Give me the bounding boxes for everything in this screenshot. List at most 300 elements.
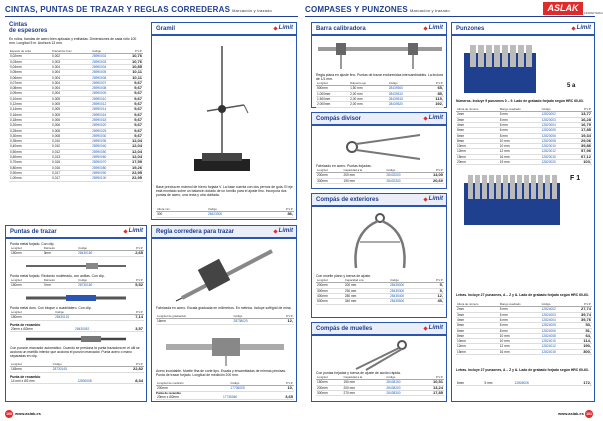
price-cell: 12, [424, 294, 444, 299]
table-cell: 6 mm [499, 323, 541, 328]
table-cell: 6mm [456, 133, 499, 138]
price-cell: 12,04 [121, 139, 143, 144]
price-cell: 16,28 [570, 117, 592, 122]
table-cell: 280 mm [344, 294, 389, 299]
gramil-panel [151, 22, 297, 220]
table-cell: 12mm [456, 344, 499, 349]
puntas-desc-3: Punta metal duro. Con bloque o cuadrilátero. Con clip. [10, 306, 92, 310]
regla-table-2b [156, 395, 294, 400]
price-cell: 20,60 [419, 178, 444, 183]
table-cell: 0,16mm [9, 112, 51, 117]
table-cell: 0,013 [51, 155, 91, 160]
table-row [9, 176, 143, 181]
code-cell: 28990090 [91, 170, 121, 175]
table-cell: 0,008 [51, 133, 91, 138]
puntas-table-4b [10, 379, 144, 384]
price-cell: 8,34 [119, 379, 144, 384]
table-cell: 2,00 mm [349, 91, 388, 96]
table-row [456, 381, 592, 386]
price-cell: 22,95 [121, 176, 143, 181]
table-cell: 6mm [456, 381, 483, 386]
table-cell: 4mm [456, 318, 499, 323]
right-header-title: COMPASES Y PUNZONES Marcación y trazado [305, 5, 450, 14]
table-cell: 0,02mm [9, 54, 51, 59]
table-row [316, 102, 444, 107]
punzones-box-image-1 [460, 43, 540, 97]
price-cell: 192, [423, 102, 444, 107]
table-cell: 1.500mm [316, 97, 349, 102]
price-cell: 12,04 [121, 155, 143, 160]
punzones-box-image-2 [460, 173, 564, 229]
price-cell: 9,67 [121, 96, 143, 101]
table-cell: 2,00 mm [349, 97, 388, 102]
price-cell: 3,65 [267, 395, 294, 400]
code-cell: 28439515 [388, 97, 423, 102]
table-cell: 15mm [456, 349, 499, 354]
table-cell: 5 mm [499, 307, 541, 312]
code-cell: 28990060 [91, 155, 121, 160]
code-cell: 12824005 [541, 323, 570, 328]
left-page-header [5, 4, 298, 17]
price-cell: 10,85 [121, 65, 143, 70]
regla-image-2 [162, 330, 288, 368]
table-cell: 0,20mm [9, 123, 51, 128]
table-cell: 20mm x Ø2mm [156, 395, 222, 400]
price-cell: 67,12 [570, 154, 592, 159]
table-cell: 0,010 [51, 139, 91, 144]
table-cell: 0,005 [51, 107, 91, 112]
price-cell: 39,76 [570, 318, 592, 323]
table-row [156, 319, 294, 324]
price-cell: 5, [424, 283, 444, 288]
code-cell: 28990012 [91, 102, 121, 107]
code-cell: 12820008 [541, 138, 570, 143]
table-cell: 0,017 [51, 176, 91, 181]
code-cell: 28990070 [91, 160, 121, 165]
table-cell: 2.000mm [316, 102, 349, 107]
table-cell: 20mm x Ø2mm [10, 327, 74, 332]
table-cell: 16 mm [499, 349, 541, 354]
muelles-description: Con puntas forjadas y tuerca de ajuste de acción rápida. [316, 371, 401, 375]
table-cell: 0,60mm [9, 155, 51, 160]
scriber-image-1 [26, 262, 126, 270]
price-cell: 2,65 [119, 251, 144, 256]
table-cell: 5 mm [483, 381, 513, 386]
price-cell: 65, [423, 86, 444, 91]
code-cell: 28439520 [388, 102, 423, 107]
punzones-table-3 [456, 381, 592, 386]
barra-image [316, 41, 444, 71]
table-cell: 0,05mm [9, 70, 51, 75]
regla-table-2: Longitud de medición Código P.V.P. 200mm 17736005 10, [157, 381, 293, 391]
price-cell: 10,51 [419, 380, 444, 385]
table-cell: 10 mm [499, 138, 541, 143]
code-cell: 28432000 [385, 173, 419, 178]
table-cell: 150mm [316, 380, 342, 385]
table-cell: 0,004 [51, 70, 91, 75]
table-cell: 0,08mm [9, 86, 51, 91]
cintas-table: Espesor de cinta Tolerancia ±mm Código P.V.P. 0,02mm 0,002 28990002 10,76 0,03mm 0,003 28990003 10,76 0,04mm 0,004 28990004 10,85 0,05mm 0,004 28990005 10,11 0,06mm 0,004 28990006 10,11 0,07mm 0,004 28990007 9,67 0,08mm 0,004 28990008 9,67 0,09mm 0,004 28990009 9,67 0,10mm 0,005 28990010 9,67 0,12mm 0,005 28990012 9,67 0,14mm 0,005 28990014 9,67 0,16mm 0,005 28990016 9,67 0,18mm 0,006 28990018 9,67 0,20mm 0,006 28990020 9,67 0,25mm 0,008 28990025 9,67 0,30mm 0,008 28990030 9,67 0,35mm 0,010 28990035 12,04 0,40mm 0,010 28990040 12,04 0,50mm 0,012 28990050 12,04 0,60mm 0,013 28990060 12,04 0,70mm 0,016 28990070 17,59 0,80mm 0,016 28990080 19,26 0,90mm 0,017 28990090 22,95 1,00mm 0,017 28990100 22,95 [10, 49, 142, 181]
table-row [456, 349, 592, 354]
regla-desc-1: Fabricada en acero. Escala graduada en milímetros. En métrica. Incluye soft/grid de mina. [156, 306, 292, 310]
table-cell: 0,006 [51, 123, 91, 128]
price-cell: 22,95 [121, 170, 143, 175]
code-cell: 28738020 [232, 319, 272, 324]
table-cell: 0,008 [51, 128, 91, 133]
price-cell: 39,74 [570, 312, 592, 317]
muelles-panel [311, 322, 447, 402]
price-cell: 5, [424, 288, 444, 293]
table-cell: 8mm [456, 333, 499, 338]
code-cell: 12824002 [541, 307, 570, 312]
code-cell: 28990003 [91, 59, 121, 64]
table-cell: 0,40mm [9, 144, 51, 149]
code-cell: 12824006 [541, 328, 570, 333]
table-cell: 0,005 [51, 102, 91, 107]
table-cell: 300 [156, 212, 207, 217]
code-cell: 12830008 [76, 379, 118, 384]
punzones-label-letters: F 1 [570, 175, 581, 182]
puntas-recambio-1: Punta de recambio [10, 323, 41, 327]
price-cell: 16,79 [570, 123, 592, 128]
table-cell: 12 mm [499, 149, 541, 154]
footer-url-left[interactable]: www.aslak.es [15, 411, 41, 417]
table-cell: 8mm [456, 138, 499, 143]
table-cell: 3mm [43, 251, 77, 256]
table-cell: 0,006 [51, 117, 91, 122]
code-cell: 28435400 [389, 294, 424, 299]
table-row [10, 251, 144, 256]
regla-recambio: Punta de recambio [156, 391, 182, 395]
table-cell: 16mm [156, 319, 232, 324]
price-cell: 9,67 [121, 128, 143, 133]
barra-description: Regla plana en ajuste fino. Puntas de trazar endurecidas intercambiables. La lectura de 1/1 mm. [316, 73, 443, 82]
price-cell: 10,11 [121, 75, 143, 80]
code-cell: 12820002 [541, 112, 570, 117]
price-cell: 13,77 [570, 112, 592, 117]
table-row [316, 299, 444, 304]
right-footer [558, 410, 595, 418]
table-cell: 8 mm [499, 133, 541, 138]
table-cell: 0,80mm [9, 165, 51, 170]
table-cell: 6 mm [499, 128, 541, 133]
price-cell: 10,76 [121, 59, 143, 64]
table-row [10, 283, 144, 288]
code-cell: 12824010 [541, 339, 570, 344]
limit-logo: Limit [278, 25, 293, 31]
right-page-header [305, 3, 603, 17]
scriber-image-2 [26, 294, 126, 302]
table-cell: 6mm [456, 328, 499, 333]
price-cell: 22,82 [105, 367, 144, 372]
code-cell: 28438200 [385, 385, 419, 390]
table-cell: 1,00mm [9, 176, 51, 181]
regla-image-1 [162, 243, 288, 303]
table-cell: 10 mm [499, 339, 541, 344]
divisor-title: Compás divisor Limit [312, 113, 446, 126]
price-cell: 64, [570, 333, 592, 338]
code-cell: 28990016 [91, 112, 121, 117]
footer-url-right[interactable]: www.aslak.es [558, 411, 584, 417]
code-cell: 12824015 [541, 349, 570, 354]
table-cell: 300mm [316, 178, 342, 183]
regla-title: Regla corredera para trazar Limit [152, 226, 296, 239]
code-cell: 12820004 [541, 123, 570, 128]
puntas-desc-2: Punta metal forjado. Redondo moleteado, con anillas. Con clip. [10, 274, 105, 278]
price-cell: 14,00 [419, 173, 444, 178]
left-footer [5, 410, 41, 418]
table-cell: 15mm [456, 154, 499, 159]
puntas-table-4: Longitud Código P.V.P. 145mm 28730145 22,82 [11, 362, 143, 372]
code-cell: 12824012 [541, 344, 570, 349]
table-cell: 10 mm [499, 144, 541, 149]
price-cell: 13,24 [419, 385, 444, 390]
gramil-image [182, 41, 262, 181]
price-cell: 17,85 [419, 391, 444, 396]
table-cell: 200mm [156, 386, 229, 391]
code-cell: 28990014 [91, 107, 121, 112]
table-cell: 20mm [456, 160, 499, 165]
price-cell: 9,67 [121, 107, 143, 112]
left-header-title: CINTAS, PUNTAS DE TRAZAR Y REGLAS CORREDERAS Marcación y trazado [5, 5, 272, 14]
table-cell: 150mm [10, 315, 54, 320]
price-cell: 9,67 [121, 133, 143, 138]
table-cell: 6 mm [499, 123, 541, 128]
puntas-table-2: Longitud Diámetro Código P.V.P. 150mm 7mm 28730150 5,52 [11, 278, 143, 288]
code-cell: 28990004 [91, 65, 121, 70]
price-cell: 12,04 [121, 149, 143, 154]
price-cell: 86, [263, 212, 294, 217]
puntas-table-3: Longitud Código P.V.P. 150mm 28430151 7,14 [11, 310, 143, 320]
table-cell: 150 mm [342, 380, 385, 385]
code-cell: 28435000 [389, 283, 424, 288]
code-cell: 28438300 [385, 391, 419, 396]
muelles-title: Compás de muelles Limit [312, 323, 446, 336]
price-cell: 57,96 [570, 149, 592, 154]
price-cell: 103, [570, 160, 592, 165]
punzones-desc-3: Letras. Incluye 27 punzones, A – Z y &. Lado de grabado forjado según HRC 60-63. [456, 368, 589, 372]
code-cell: 12820006 [541, 133, 570, 138]
code-cell: 28990009 [91, 91, 121, 96]
table-row [316, 178, 444, 183]
table-row [10, 379, 144, 384]
cintas-description: En rollos, bandas de acero bien aplicado y enfriadas. Dimensiones de cada rollo 100 mm. Longitud 5 m. Anchura 13 mm. [9, 37, 137, 46]
code-cell: 28990035 [91, 139, 121, 144]
table-cell: 12 mm [499, 344, 541, 349]
table-cell: 8 mm [499, 328, 541, 333]
table-cell: 10mm [456, 339, 499, 344]
table-cell: 500mm [316, 86, 349, 91]
table-cell: 150mm [10, 283, 43, 288]
table-cell: 2mm [456, 307, 499, 312]
table-cell: 5mm [456, 128, 499, 133]
price-cell: 27,74 [570, 307, 592, 312]
price-cell: 300, [570, 349, 592, 354]
table-cell: 400mm [316, 294, 344, 299]
table-cell: 14 mm x Ø2 mm [10, 379, 76, 384]
gramil-title: Gramil Limit [152, 23, 296, 36]
puntas-panel [5, 225, 147, 402]
table-cell: 190 mm [342, 178, 385, 183]
table-cell: 16 mm [499, 154, 541, 159]
price-cell: 114, [570, 339, 592, 344]
table-cell: 2mm [456, 112, 499, 117]
code-cell: 12820020 [541, 160, 570, 165]
page-number-left: 100 [6, 412, 12, 416]
code-cell: 17736005 [229, 386, 271, 391]
price-cell: 17,59 [121, 160, 143, 165]
exteriores-description: Con muelle plano y tuerca de ajuste. [316, 274, 372, 278]
divisor-description: Fabricado en acero. Puntas forjadas. [316, 164, 372, 168]
table-cell: 0,90mm [9, 170, 51, 175]
punzones-panel [451, 22, 595, 402]
price-cell: 45, [424, 299, 444, 304]
code-cell: 28435500 [389, 299, 424, 304]
price-cell: 10,11 [121, 70, 143, 75]
table-cell: 0,002 [51, 54, 91, 59]
price-cell: 115, [423, 97, 444, 102]
table-cell: 0,005 [51, 112, 91, 117]
puntas-table-1: Longitud Diámetro Código P.V.P. 150mm 3mm 28430150 2,65 [11, 246, 143, 256]
table-cell: 0,010 [51, 144, 91, 149]
price-cell: 85, [423, 91, 444, 96]
punzones-label-numbers: 5 a [567, 83, 576, 89]
table-row [156, 212, 294, 217]
code-cell: 28990100 [91, 176, 121, 181]
code-cell: 28990040 [91, 144, 121, 149]
regla-panel [151, 225, 297, 402]
gramil-table: Altura mm Código P.V.P. 300 28423000 86, [157, 207, 293, 217]
code-cell: 28990018 [91, 117, 121, 122]
code-cell: 28990025 [91, 128, 121, 133]
exteriores-image [342, 212, 418, 270]
code-cell: 12820010 [541, 144, 570, 149]
price-cell: 17,85 [570, 128, 592, 133]
table-cell: 0,003 [51, 59, 91, 64]
table-row [10, 367, 144, 372]
table-cell: 300mm [316, 391, 342, 396]
table-cell: 0,14mm [9, 107, 51, 112]
code-cell: 28730150 [77, 283, 119, 288]
code-cell: 28990050 [91, 149, 121, 154]
code-cell: 28439510 [388, 91, 423, 96]
code-cell: 28730145 [52, 367, 105, 372]
page-number-right: 101 [586, 412, 592, 416]
punzones-title: Punzones Limit [452, 23, 594, 36]
price-cell: 9,67 [121, 80, 143, 85]
table-cell: 0,004 [51, 91, 91, 96]
divisor-table: Longitud Capacidad a la Código P.V.P. 200mm 200 mm 28432000 14,00 300mm 190 mm 28432300 20,60 [317, 168, 443, 183]
table-cell: 6 mm [499, 318, 541, 323]
price-cell: 12,04 [121, 144, 143, 149]
table-cell: 0,016 [51, 165, 91, 170]
price-cell: 9,67 [121, 91, 143, 96]
code-cell: 12824008 [541, 333, 570, 338]
puntas-title: Puntas de trazar Limit [6, 226, 146, 239]
table-row [156, 395, 294, 400]
code-cell: 12824003 [541, 312, 570, 317]
code-cell: 28438150 [385, 380, 419, 385]
table-cell: 4mm [456, 123, 499, 128]
divisor-image [342, 131, 422, 163]
table-cell: 200mm [316, 173, 342, 178]
code-cell: 28990010 [91, 96, 121, 101]
punzones-desc-1: Números. Incluye 9 punzones 0 – 9. Lado de grabado forjado según HRC 60-63. [456, 99, 584, 103]
price-cell: 51, [570, 328, 592, 333]
table-cell: 1,50 mm [349, 86, 388, 91]
table-cell: 0,18mm [9, 117, 51, 122]
table-row [10, 327, 144, 332]
price-cell: 10, [271, 386, 294, 391]
table-cell: 0,017 [51, 170, 91, 175]
table-cell: 7mm [43, 283, 77, 288]
table-cell: 5 mm [499, 312, 541, 317]
table-cell: 200 mm [344, 283, 389, 288]
table-cell: 500mm [316, 299, 344, 304]
table-cell: 0,004 [51, 86, 91, 91]
table-cell: 0,25mm [9, 128, 51, 133]
code-cell: 28990006 [91, 75, 121, 80]
price-cell: 53, [570, 323, 592, 328]
price-cell: 19,26 [121, 165, 143, 170]
divisor-panel [311, 112, 447, 189]
regla-desc-2: Acero inoxidable. Muelle fina de corte tipo. Escala y ensambladas de mirmas precisas. Punta de trazar forjado. Longitud de medición 200 mm. [156, 369, 287, 378]
code-cell: 17736060 [222, 395, 267, 400]
table-cell: 5 mm [499, 117, 541, 122]
price-cell: 9,67 [121, 86, 143, 91]
table-cell: 10mm [456, 144, 499, 149]
code-cell: 28432300 [385, 178, 419, 183]
code-cell: 28435300 [389, 288, 424, 293]
code-cell: 28990008 [91, 86, 121, 91]
price-cell: 9,67 [121, 102, 143, 107]
table-cell: 270 mm [342, 391, 385, 396]
table-cell: 0,004 [51, 75, 91, 80]
barra-title: Barra calibradora Limit [312, 23, 446, 36]
table-cell: 0,004 [51, 80, 91, 85]
table-cell: 5 mm [499, 112, 541, 117]
table-cell: 0,50mm [9, 149, 51, 154]
table-cell: 19 mm [499, 160, 541, 165]
aslak-logo: ASLAK FERRETERIA [543, 2, 595, 16]
puntas-desc-4: Con punzón marcador automático. Cuando se presiona la punta trazadora en el útil se acciona un martillo interior que acciona el punzón marcador. Punta acero o mano separadas en clip. [10, 346, 140, 359]
code-cell: 28990005 [91, 70, 121, 75]
table-cell: 200 mm [342, 385, 385, 390]
muelles-table: Longitud Capacidad a la Código P.V.P. 150mm 150 mm 28438150 10,51 200mm 200 mm 28438200 13,24 300mm 270 mm 28438300 17,85 [317, 375, 443, 395]
table-cell: 145mm [10, 367, 52, 372]
code-cell: 28439500 [388, 86, 423, 91]
price-cell: 29,06 [570, 138, 592, 143]
table-cell: 2,00 mm [349, 102, 388, 107]
puntas-recambio-2: Punta de recambio [10, 375, 41, 379]
code-cell: 12820012 [541, 149, 570, 154]
table-cell: 0,04mm [9, 65, 51, 70]
cintas-panel [5, 22, 147, 220]
code-cell: 28423000 [207, 212, 263, 217]
price-cell: 172, [562, 381, 592, 386]
price-cell: 3,57 [118, 327, 144, 332]
muelles-image [352, 339, 412, 371]
code-cell: 28430052 [74, 327, 118, 332]
table-cell: 3mm [456, 117, 499, 122]
table-cell: 300mm [316, 288, 344, 293]
table-cell: 3mm [456, 312, 499, 317]
code-cell: 12824004 [541, 318, 570, 323]
gramil-description: Base precisa en mármol de hierro forjada V. La base cuenta con dos pernos de guía. El eje está montado sobre un balancín dotado de un tornillo para el ajuste fino. Incorpora dos puntas de acero, una recta y otra doblada. [156, 185, 293, 198]
table-row [10, 315, 144, 320]
table-cell: 0,07mm [9, 80, 51, 85]
table-cell: 0,03mm [9, 59, 51, 64]
